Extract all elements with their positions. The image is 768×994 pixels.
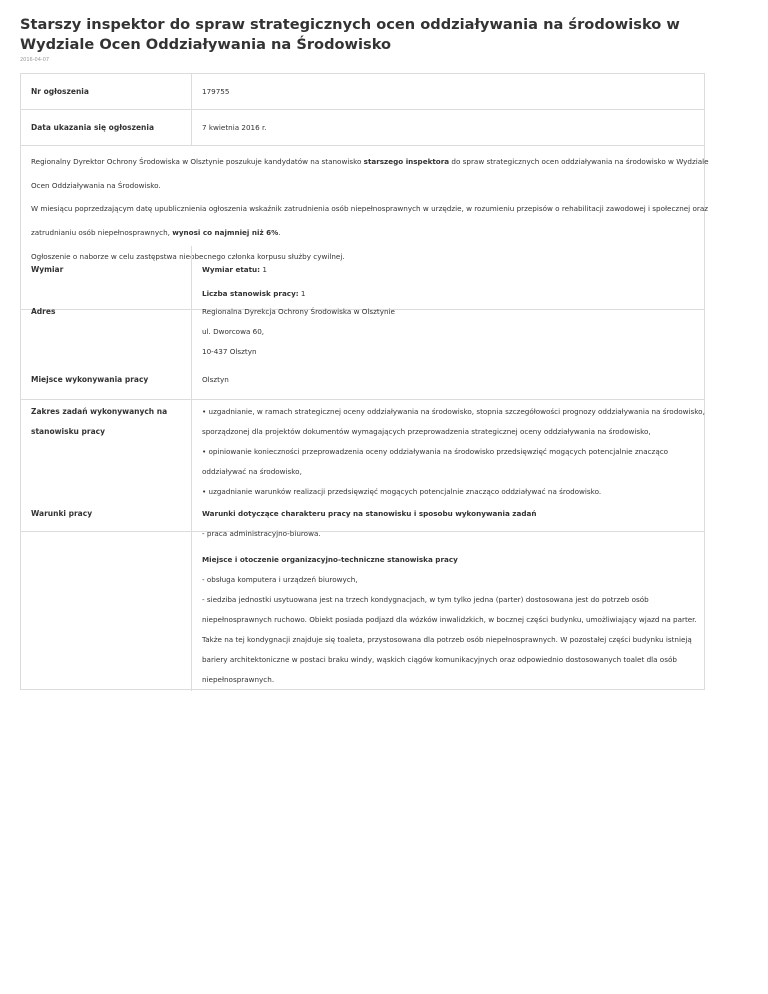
row-label: Miejsce wykonywania pracy xyxy=(31,375,149,384)
conditions-heading-2: Miejsce i otoczenie organizacyjno-techniczne stanowiska pracy xyxy=(202,555,458,564)
text-span: 1 xyxy=(260,265,267,274)
intro-paragraph-2-cont xyxy=(31,221,701,245)
text-span: zatrudnianiu osób niepełnosprawnych, xyxy=(31,228,173,237)
conditions-line: niepełnosprawnych. xyxy=(202,675,275,684)
conditions-line: - obsługa komputera i urządzeń biurowych, xyxy=(202,575,358,584)
conditions-line: Także na tej kondygnacji znajduje się toaleta, przystosowana dla potrzeb osób niepełnosprawnych. W pozostałej części budynku istnieją xyxy=(202,635,692,644)
duty-line: oddziaływać na środowisko, xyxy=(202,467,302,476)
duty-line: • uzgadnianie, w ramach strategicznej oceny oddziaływania na środowisko, stopnia szczegółowości prognozy oddziaływania na środowisko, xyxy=(202,407,705,416)
row-label: Warunki pracy xyxy=(31,509,93,518)
text-bold: Liczba stanowisk pracy: xyxy=(202,289,299,298)
row-value-column xyxy=(191,502,704,691)
announcement-card xyxy=(20,73,709,690)
conditions-heading-1: Warunki dotyczące charakteru pracy na stanowisku i sposobu wykonywania zadań xyxy=(202,509,537,518)
row-label: Data ukazania się ogłoszenia xyxy=(31,123,155,132)
publication-date: 2016-04-07 xyxy=(20,57,50,63)
intro-paragraph-3: Ogłoszenie o naborze w celu zastępstwa nieobecnego członka korpusu służby cywilnej. xyxy=(31,252,345,261)
row-label: Wymiar xyxy=(31,265,64,274)
row-label: Adres xyxy=(31,307,56,316)
row-announcement-number xyxy=(21,74,704,110)
conditions-line: niepełnosprawnych ruchowo. Obiekt posiada podjazd dla wózków inwalidzkich, w bocznej części budynku, umożliwiający wjazd na parter. xyxy=(202,615,697,624)
duty-line: • opiniowanie konieczności przeprowadzenia oceny oddziaływania na środowisko przedsięwzięć mogących potencjalnie znacząco xyxy=(202,447,669,456)
conditions-line: bariery architektoniczne w postaci braku windy, wąskich ciągów komunikacyjnych oraz odpowiednio dostosowanych toalet dla osób xyxy=(202,655,677,664)
row-label: Zakres zadań wykonywanych na xyxy=(31,407,168,416)
duty-line: • uzgadnianie warunków realizacji przedsięwzięć mogących potencjalnie znacząco oddziaływać na środowisko. xyxy=(202,487,602,496)
row-work-conditions xyxy=(21,502,704,691)
row-value: 179755 xyxy=(202,87,230,96)
row-workplace xyxy=(21,364,704,400)
address-line-3: 10-437 Olsztyn xyxy=(202,347,257,356)
text-span: . xyxy=(278,228,281,237)
row-value-column xyxy=(191,74,704,109)
text-bold: starszego inspektora xyxy=(363,157,450,166)
address-line-2: ul. Dworcowa 60, xyxy=(202,327,265,336)
intro-paragraph-1-cont: Ocen Oddziaływania na Środowisko. xyxy=(31,181,161,190)
address-line-1: Regionalna Dyrekcja Ochrony Środowiska w Olsztynie xyxy=(202,307,395,316)
duty-line: sporządzonej dla projektów dokumentów wymagających przeprowadzenia strategicznej oceny oddziaływania na środowisko, xyxy=(202,427,651,436)
text-span: do spraw strategicznych ocen oddziaływania na środowisko w Wydziale xyxy=(449,157,709,166)
page-title: Starszy inspektor do spraw strategicznych ocen oddziaływania na środowisko w Wydziale Ocen Oddziaływania na Środowisko xyxy=(20,16,680,53)
row-publication-date xyxy=(21,110,704,146)
text-bold: wynosi co najmniej niż 6% xyxy=(172,228,279,237)
wymiar-etatu xyxy=(202,258,702,282)
row-value: Olsztyn xyxy=(202,375,229,384)
conditions-line: - praca administracyjno-biurowa. xyxy=(202,529,321,538)
row-value-column xyxy=(191,364,704,399)
intro-paragraph-2: W miesiącu poprzedzającym datę upublicznienia ogłoszenia wskaźnik zatrudnienia osób niepełnosprawnych w urzędzie, w rozumieniu przepisów o rehabilitacji zawodowej i społecznej oraz xyxy=(31,204,708,213)
row-value: 7 kwietnia 2016 r. xyxy=(202,123,267,132)
text-span: Regionalny Dyrektor Ochrony Środowiska w Olsztynie poszukuje kandydatów na stanowisko xyxy=(31,157,364,166)
conditions-line: - siedziba jednostki usytuowana jest na trzech kondygnacjach, w tym tylko jedna (parter) dostosowana jest do potrzeb osób xyxy=(202,595,649,604)
row-label-cont: stanowisku pracy xyxy=(31,427,105,436)
intro-paragraph-1 xyxy=(31,150,709,174)
row-label: Nr ogłoszenia xyxy=(31,87,89,96)
text-bold: Wymiar etatu: xyxy=(202,265,261,274)
text-span: 1 xyxy=(298,289,306,298)
row-value-column xyxy=(191,110,704,145)
